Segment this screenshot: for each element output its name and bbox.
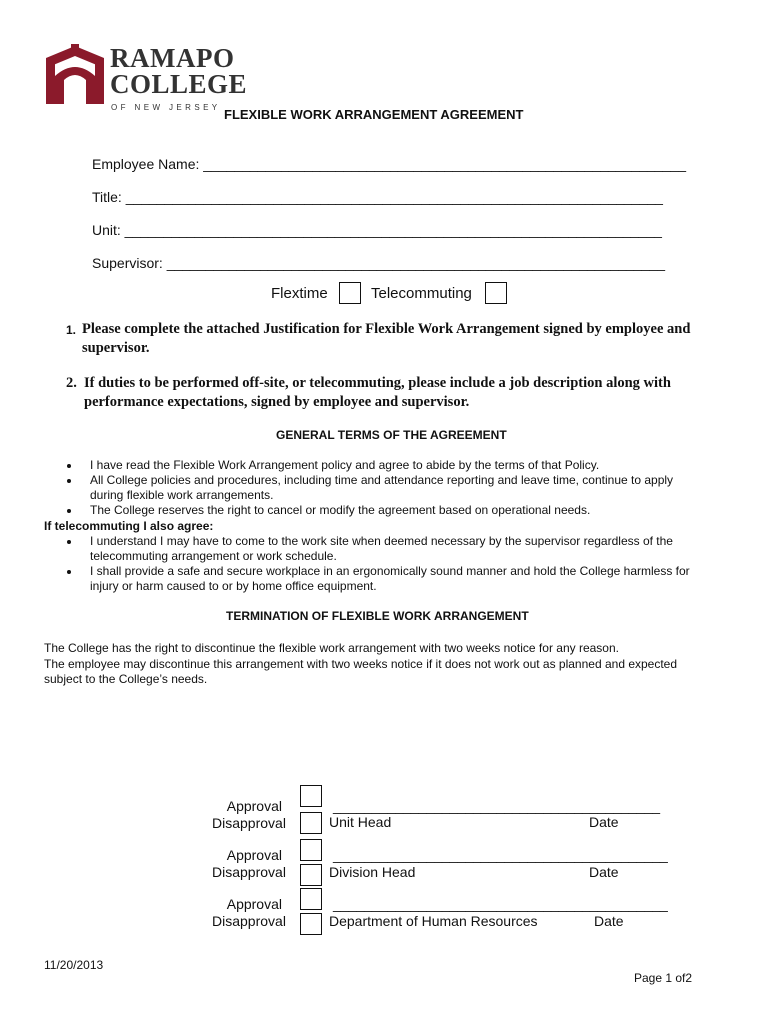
- bullet-icon: [67, 509, 71, 513]
- logo-word-college: COLLEGE: [110, 69, 248, 99]
- page-number: Page 1 of2: [634, 971, 693, 985]
- unit-field[interactable]: Unit: _____________________________________________________________________: [92, 222, 662, 238]
- list-item-text: I have read the Flexible Work Arrangement policy and agree to abide by the terms of that Policy.: [90, 458, 600, 472]
- employee-name-field[interactable]: Employee Name: ______________________________________________________________: [92, 156, 687, 172]
- hr-signature-line[interactable]: ___________________________________________: [333, 896, 668, 912]
- bullet-icon: [67, 570, 71, 574]
- termination-line2: The employee may discontinue this arrangement with two weeks notice if it does not work out as planned and expected: [44, 656, 678, 671]
- instruction-1-number: 1.: [66, 323, 77, 337]
- termination-text: [44, 641, 744, 688]
- unit-head-approval-checkbox[interactable]: [300, 785, 322, 807]
- general-terms-heading: GENERAL TERMS OF THE AGREEMENT: [276, 428, 507, 442]
- instruction-2-line1: If duties to be performed off-site, or telecommuting, please include a job description along with: [84, 375, 671, 391]
- termination-line3: subject to the College’s needs.: [44, 672, 208, 686]
- bullet-icon: [67, 464, 71, 468]
- telecommuting-heading: If telecommuting I also agree:: [44, 519, 214, 533]
- telecommuting-label: Telecommuting: [371, 285, 472, 302]
- instruction-1-line2: supervisor.: [82, 340, 150, 356]
- telecommuting-checkbox[interactable]: [485, 282, 507, 304]
- ramapo-logo-arch: [44, 44, 106, 106]
- termination-line1: The College has the right to discontinue the flexible work arrangement with two weeks notice for any reason.: [44, 641, 619, 655]
- document-title: FLEXIBLE WORK ARRANGEMENT AGREEMENT: [224, 107, 524, 122]
- telecommuting-terms-list: [67, 534, 747, 604]
- instruction-1: [82, 320, 742, 358]
- approval-label: Approval: [226, 896, 282, 912]
- list-item-text: All College policies and procedures, including time and attendance reporting and leave time, continue to apply during flexible work arrangements.: [90, 473, 674, 502]
- title-field[interactable]: Title: _____________________________________________________________________: [92, 189, 663, 205]
- unit-head-label: Unit Head: [329, 814, 392, 830]
- bullet-icon: [67, 479, 71, 483]
- list-item-text: I shall provide a safe and secure workplace in an ergonomically sound manner and hold the College harmless for injury or harm caused to or by home office equipment.: [90, 564, 690, 593]
- unit-head-disapproval-checkbox[interactable]: [300, 812, 322, 834]
- flextime-label: Flextime: [271, 285, 328, 302]
- supervisor-field[interactable]: Supervisor: ________________________________________________________________: [92, 255, 666, 271]
- instruction-2-number: 2.: [66, 375, 77, 391]
- hr-label: Department of Human Resources: [329, 913, 538, 929]
- termination-heading: TERMINATION OF FLEXIBLE WORK ARRANGEMENT: [226, 609, 529, 623]
- hr-disapproval-checkbox[interactable]: [300, 913, 322, 935]
- list-item-text: I understand I may have to come to the work site when deemed necessary by the supervisor regardless of the telecommuting arrangement or work schedule.: [90, 534, 673, 563]
- flextime-checkbox[interactable]: [339, 282, 361, 304]
- approval-block-human-resources: [212, 896, 286, 929]
- unit-head-signature-line[interactable]: __________________________________________: [333, 798, 661, 814]
- hr-date-label: Date: [594, 913, 624, 929]
- bullet-icon: [67, 540, 71, 544]
- logo-word-ramapo: RAMAPO: [110, 43, 235, 73]
- division-head-signature-line[interactable]: ___________________________________________: [333, 847, 668, 863]
- unit-head-date-label: Date: [589, 814, 619, 830]
- logo-subtitle: OF NEW JERSEY: [111, 103, 221, 112]
- approval-block-unit-head: [212, 798, 286, 831]
- hr-approval-checkbox[interactable]: [300, 888, 322, 910]
- instruction-2-line2: performance expectations, signed by employee and supervisor.: [84, 394, 470, 410]
- approval-block-division-head: [212, 847, 286, 880]
- list-item-text: The College reserves the right to cancel or modify the agreement based on operational needs.: [90, 503, 591, 517]
- footer-date: 11/20/2013: [44, 958, 104, 972]
- division-head-label: Division Head: [329, 864, 416, 880]
- instruction-2: [84, 374, 744, 412]
- approval-label: Approval: [226, 847, 282, 863]
- disapproval-label: Disapproval: [212, 814, 286, 831]
- division-head-disapproval-checkbox[interactable]: [300, 864, 322, 886]
- division-head-approval-checkbox[interactable]: [300, 839, 322, 861]
- disapproval-label: Disapproval: [212, 863, 286, 880]
- division-head-date-label: Date: [589, 864, 619, 880]
- approval-label: Approval: [226, 798, 282, 814]
- instruction-1-line1: Please complete the attached Justification for Flexible Work Arrangement signed by employee and: [82, 321, 691, 337]
- disapproval-label: Disapproval: [212, 912, 286, 929]
